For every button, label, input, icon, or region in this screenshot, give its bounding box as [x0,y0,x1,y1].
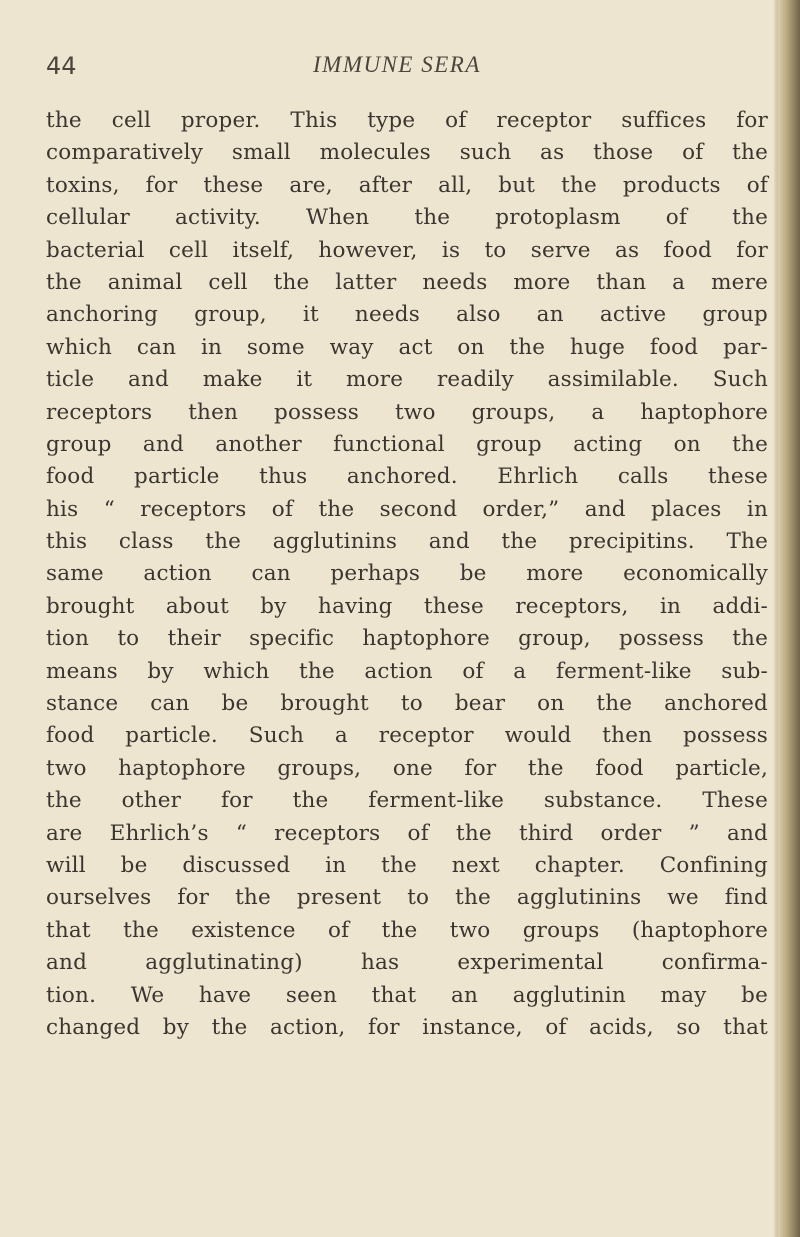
text-line: toxins, for these are, after all, but the products of [46,172,768,198]
text-line: changed by the action, for instance, of acids, so that [46,1014,768,1040]
text-line: brought about by having these receptors, in addi- [46,593,768,619]
text-line: ticle and make it more readily assimilable. Such [46,367,768,393]
text-line: and agglutinating) has experimental confirma- [46,950,768,976]
text-line: group and another functional group acting on the [46,431,768,457]
text-line: ourselves for the present to the agglutinins we find [46,885,768,911]
text-line: receptors then possess two groups, a haptophore [46,399,768,425]
text-line: the cell proper. This type of receptor suffices for [46,108,768,133]
text-line: bacterial cell itself, however, is to serve as food for [46,237,768,263]
text-line: the animal cell the latter needs more than a mere [46,269,768,295]
text-line: this class the agglutinins and the precipitins. The [46,529,768,555]
running-head: IMMUNE SERA [313,52,481,77]
text-line: comparatively small molecules such as those of the [46,140,768,166]
text-line: two haptophore groups, one for the food particle, [46,755,768,781]
text-line: the other for the ferment-like substance. These [46,788,768,814]
page-number: 44 [46,52,77,80]
page-header [0,48,780,88]
text-line: food particle thus anchored. Ehrlich calls these [46,464,768,490]
text-line: tion. We have seen that an agglutinin may be [46,982,768,1008]
text-line: tion to their specific haptophore group, possess the [46,626,768,652]
text-line: food particle. Such a receptor would then possess [46,723,768,749]
body-text [46,105,768,1044]
text-line: his “ receptors of the second order,” and places in [46,496,768,522]
page-edge [778,0,800,1237]
text-line: which can in some way act on the huge food par- [46,334,768,360]
text-line: stance can be brought to bear on the anchored [46,691,768,717]
text-line: cellular activity. When the protoplasm of the [46,205,768,231]
text-line: anchoring group, it needs also an active group [46,302,768,328]
text-line: will be discussed in the next chapter. Confining [46,852,768,878]
text-line: same action can perhaps be more economically [46,561,768,587]
text-line: are Ehrlich’s “ receptors of the third order ” and [46,820,768,846]
text-line: that the existence of the two groups (haptophore [46,917,768,943]
text-line: means by which the action of a ferment-like sub- [46,658,768,684]
